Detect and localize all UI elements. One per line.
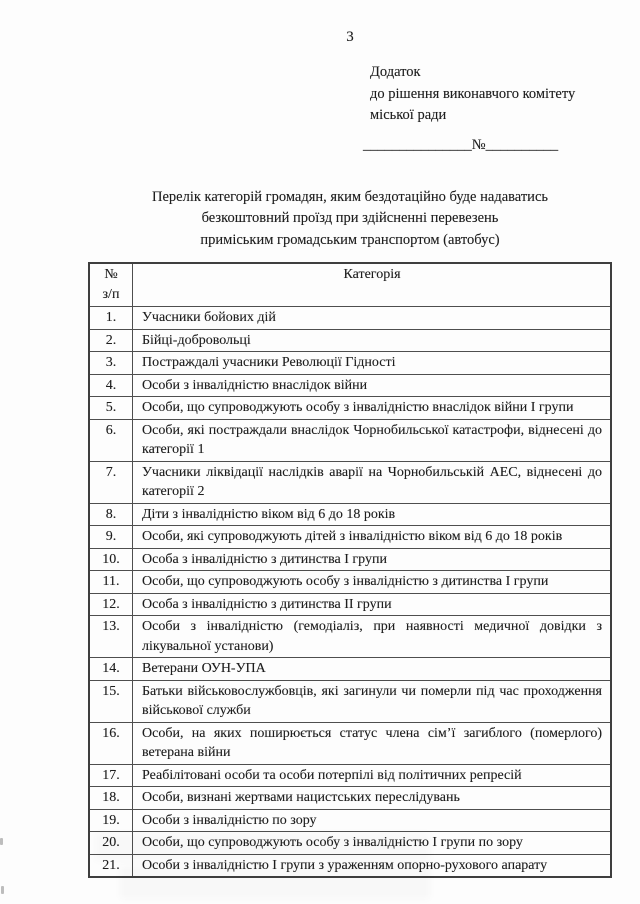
row-category: Учасники ліквідації наслідків аварії на Чорнобильській АЕС, віднесені до категорії 2 <box>133 461 612 503</box>
row-category: Особи з інвалідністю (гемодіаліз, при наявності медичної довідки з лікувальної установи) <box>133 616 612 658</box>
number-blank-left: _______________ <box>363 136 472 153</box>
table-row <box>89 503 611 526</box>
column-header-num <box>89 263 133 307</box>
row-number: 12. <box>89 593 133 616</box>
table-row <box>89 571 611 594</box>
row-category: Особа з інвалідністю з дитинства І групи <box>133 548 612 571</box>
title-line: приміським громадським транспортом (автобус) <box>200 231 500 248</box>
page-content <box>88 28 612 878</box>
table-row <box>89 548 611 571</box>
row-category: Особи, які супроводжують дітей з інвалідністю віком від 6 до 18 років <box>133 526 612 549</box>
column-header-category: Категорія <box>133 263 612 307</box>
row-number: 10. <box>89 548 133 571</box>
table-row <box>89 419 611 461</box>
row-number: 21. <box>89 854 133 877</box>
row-category: Особи, визнані жертвами нацистських переслідувань <box>133 787 612 810</box>
page-number: 3 <box>346 29 354 45</box>
row-category: Бійці-добровольці <box>133 329 612 352</box>
table-row <box>89 593 611 616</box>
row-category: Особи з інвалідністю І групи з ураженням опорно-рухового апарату <box>133 854 612 877</box>
table-body <box>89 307 611 878</box>
row-category: Ветерани ОУН-УПА <box>133 658 612 681</box>
table-row <box>89 374 611 397</box>
table-row <box>89 307 611 330</box>
table-row <box>89 329 611 352</box>
row-number: 8. <box>89 503 133 526</box>
row-number: 19. <box>89 809 133 832</box>
row-number: 11. <box>89 571 133 594</box>
table-row <box>89 680 611 722</box>
row-category: Особи з інвалідністю по зору <box>133 809 612 832</box>
scan-speck <box>0 838 3 845</box>
document-title <box>88 187 612 252</box>
categories-table <box>88 262 612 878</box>
column-header-num-line: № <box>104 267 118 282</box>
table-row <box>89 616 611 658</box>
row-category: Особи, на яких поширюється статус члена сім’ї загиблого (померлого) ветерана війни <box>133 722 612 764</box>
row-category: Особи з інвалідністю внаслідок війни <box>133 374 612 397</box>
annex-header-block <box>363 62 612 156</box>
row-number: 4. <box>89 374 133 397</box>
bleed-through-artifact <box>95 833 430 861</box>
row-category: Особи, що супроводжують особу з інвалідністю з дитинства І групи <box>133 571 612 594</box>
row-number: 14. <box>89 658 133 681</box>
table-row <box>89 809 611 832</box>
row-number: 13. <box>89 616 133 658</box>
row-number: 3. <box>89 352 133 375</box>
table-row <box>89 397 611 420</box>
table-row <box>89 787 611 810</box>
row-number: 18. <box>89 787 133 810</box>
row-number: 17. <box>89 764 133 787</box>
row-number: 5. <box>89 397 133 420</box>
table-row <box>89 764 611 787</box>
bleed-through-artifact <box>120 865 430 899</box>
row-category: Постраждалі учасники Революції Гідності <box>133 352 612 375</box>
row-number: 15. <box>89 680 133 722</box>
row-number: 16. <box>89 722 133 764</box>
row-category: Діти з інвалідністю віком від 6 до 18 років <box>133 503 612 526</box>
annex-line: Додаток <box>370 64 421 80</box>
table-row <box>89 352 611 375</box>
row-category: Особа з інвалідністю з дитинства ІІ групи <box>133 593 612 616</box>
row-number: 7. <box>89 461 133 503</box>
row-category: Батьки військовослужбовців, які загинули чи померли під час проходження військової служби <box>133 680 612 722</box>
row-number: 9. <box>89 526 133 549</box>
row-category: Особи, які постраждали внаслідок Чорнобильської катастрофи, віднесені до категорії 1 <box>133 419 612 461</box>
row-category: Особи, що супроводжують особу з інвалідністю внаслідок війни І групи <box>133 397 612 420</box>
number-blank-right: __________ <box>485 136 559 153</box>
table-row <box>89 658 611 681</box>
row-category: Реабілітовані особи та особи потерпілі від політичних репресій <box>133 764 612 787</box>
table-row <box>89 526 611 549</box>
row-number: 20. <box>89 832 133 855</box>
table-header-row <box>89 263 611 307</box>
title-line: Перелік категорій громадян, яким бездотаційно буде надаватись <box>151 188 548 205</box>
title-line: безкоштовний проїзд при здійсненні перевезень <box>201 210 499 226</box>
row-number: 2. <box>89 329 133 352</box>
annex-line: до рішення виконавчого комітету <box>370 85 576 102</box>
column-header-num-line: з/п <box>102 286 120 302</box>
decision-number-line <box>363 135 612 156</box>
row-category: Особи, що супроводжують особу з інвалідністю І групи по зору <box>133 832 612 855</box>
row-category: Учасники бойових дій <box>133 307 612 330</box>
row-number: 1. <box>89 307 133 330</box>
table-row <box>89 461 611 503</box>
table-row <box>89 722 611 764</box>
row-number: 6. <box>89 419 133 461</box>
annex-line: міської ради <box>370 107 447 123</box>
number-sign: № <box>471 136 486 153</box>
scan-speck <box>1 886 4 894</box>
